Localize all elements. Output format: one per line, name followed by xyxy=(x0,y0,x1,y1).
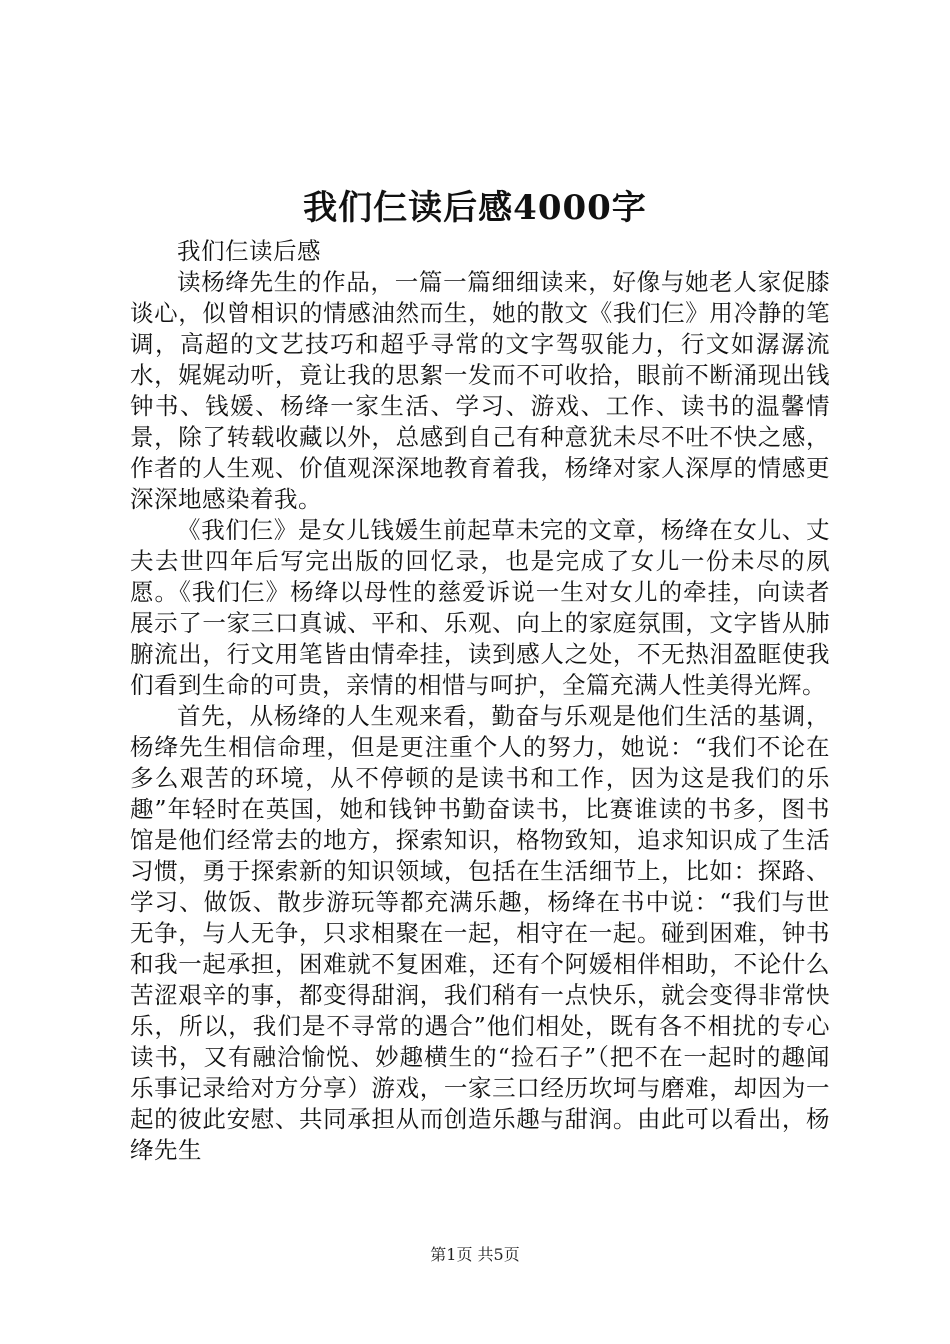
paragraph-1: 读杨绛先生的作品，一篇一篇细细读来，好像与她老人家促膝谈心，似曾相识的情感油然而生，她的散文《我们仨》用冷静的笔调，高超的文艺技巧和超乎寻常的文字驾驭能力，行文如潺潺流水，娓娓动听，竟让我的思絮一发而不可收拾，眼前不断涌现出钱钟书、钱媛、杨绛一家生活、学习、游戏、工作、读书的温馨情景，除了转载收藏以外，总感到自己有种意犹未尽不吐不快之感，作者的人生观、价值观深深地教育着我，杨绛对家人深厚的情感更深深地感染着我。 xyxy=(130,268,830,513)
page-number-footer: 第1页 共5页 xyxy=(430,1245,520,1264)
document-body xyxy=(130,236,830,1166)
document-title: 我们仨读后感4000字 xyxy=(303,188,647,228)
paragraph-3: 首先，从杨绛的人生观来看，勤奋与乐观是他们生活的基调，杨绛先生相信命理，但是更注重个人的努力，她说：“我们不论在多么艰苦的环境，从不停顿的是读书和工作，因为这是我们的乐趣”年轻时在英国，她和钱钟书勤奋读书，比赛谁读的书多，图书馆是他们经常去的地方，探索知识，格物致知，追求知识成了生活习惯，勇于探索新的知识领域，包括在生活细节上，比如：探路、学习、做饭、散步游玩等都充满乐趣，杨绛在书中说：“我们与世无争，与人无争，只求相聚在一起，相守在一起。碰到困难，钟书和我一起承担，困难就不复困难，还有个阿媛相伴相助，不论什么苦涩艰辛的事，都变得甜润，我们稍有一点快乐，就会变得非常快乐，所以，我们是不寻常的遇合”他们相处，既有各不相扰的专心读书，又有融洽愉悦、妙趣横生的“捡石子”（把不在一起时的趣闻乐事记录给对方分享）游戏，一家三口经历坎坷与磨难，却因为一起的彼此安慰、共同承担从而创造乐趣与甜润。由此可以看出，杨绛先生 xyxy=(130,702,830,1164)
paragraph-2: 《我们仨》是女儿钱媛生前起草未完的文章，杨绛在女儿、丈夫去世四年后写完出版的回忆录，也是完成了女儿一份未尽的夙愿。《我们仨》杨绛以母性的慈爱诉说一生对女儿的牵挂，向读者展示了一家三口真诚、平和、乐观、向上的家庭氛围，文字皆从肺腑流出，行文用笔皆由情牵挂，读到感人之处，不无热泪盈眶使我们看到生命的可贵，亲情的相惜与呵护，全篇充满人性美得光辉。 xyxy=(130,516,830,699)
document-subtitle: 我们仨读后感 xyxy=(177,237,321,265)
